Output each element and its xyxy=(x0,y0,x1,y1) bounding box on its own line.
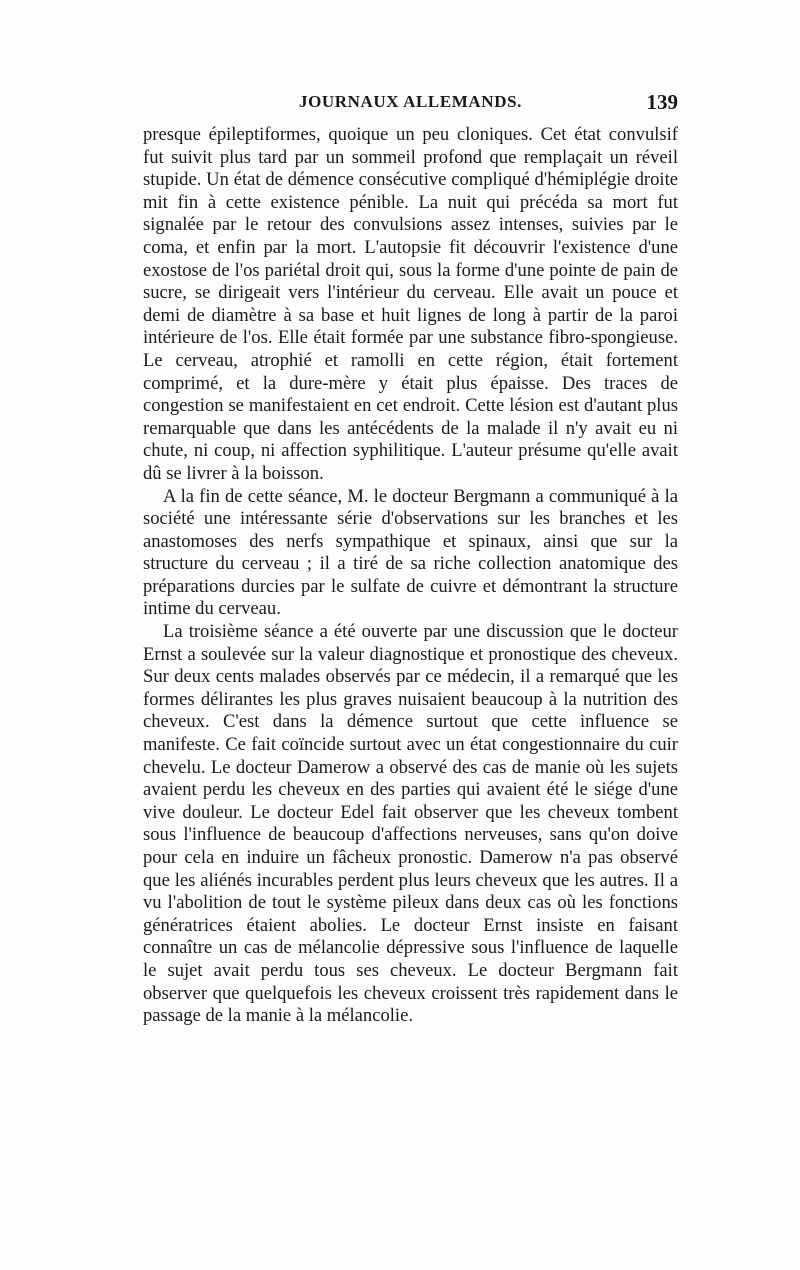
body-text xyxy=(143,124,678,1028)
paragraph-bergmann: A la fin de cette séance, M. le docteur Bergmann a communiqué à la société une intéressante série d'observations sur les branches et les anastomoses des nerfs sympathique et spinaux, ainsi que sur la structure du cerveau ; il a tiré de sa riche collection anatomique des préparations durcies par le sulfate de cuivre et démontrant la structure intime du cerveau. xyxy=(143,485,678,620)
running-head: JOURNAUX ALLEMANDS. xyxy=(299,92,522,111)
paragraph-continuation: presque épileptiformes, quoique un peu cloniques. Cet état convulsif fut suivit plus tard par un sommeil profond que remplaçait un réveil stupide. Un état de démence consécutive compliqué d'hémiplégie droite mit fin à cette existence pénible. La nuit qui précéda sa mort fut signalée par le retour des convulsions assez intenses, suivies par le coma, et enfin par la mort. L'autopsie fit découvrir l'existence d'une exostose de l'os pariétal droit qui, sous la forme d'une pointe de pain de sucre, se dirigeait vers l'intérieur du cerveau. Elle avait un pouce et demi de diamètre à sa base et huit lignes de long à partir de la paroi intérieure de l'os. Elle était formée par une substance fibro-spongieuse. Le cerveau, atrophié et ramolli en cette région, était fortement comprimé, et la dure-mère y était plus épaisse. Des traces de congestion se manifestaient en cet endroit. Cette lésion est d'autant plus remarquable que dans les antécédents de la malade il n'y avait eu ni chute, ni coup, ni affection syphilitique. L'auteur présume qu'elle avait dû se livrer à la boisson. xyxy=(143,124,678,484)
paragraph-third-session: La troisième séance a été ouverte par une discussion que le docteur Ernst a soulevée sur la valeur diagnostique et pronostique des cheveux. Sur deux cents malades observés par ce médecin, il a remarqué que les formes délirantes les plus graves nuisaient beaucoup à la nutrition des cheveux. C'est dans la démence surtout que cette influence se manifeste. Ce fait coïncide surtout avec un état congestionnaire du cuir chevelu. Le docteur Damerow a observé des cas de manie où les sujets avaient perdu les cheveux en des parties qui avaient été le siége d'une vive douleur. Le docteur Edel fait observer que les cheveux tombent sous l'influence de beaucoup d'affections nerveuses, sans qu'on doive pour cela en induire un fâcheux pronostic. Damerow n'a pas observé que les aliénés incurables perdent plus leurs cheveux que les autres. Il a vu l'abolition de tout le système pileux dans deux cas où les fonctions génératrices étaient abolies. Le docteur Ernst insiste en faisant connaître un cas de mélancolie dépressive sous l'influence de laquelle le sujet avait perdu tous ses cheveux. Le docteur Bergmann fait observer que quelquefois les cheveux croissent très rapidement dans le passage de la manie à la mélancolie. xyxy=(143,621,678,1027)
page-number: 139 xyxy=(646,90,678,114)
page-header xyxy=(143,92,678,118)
